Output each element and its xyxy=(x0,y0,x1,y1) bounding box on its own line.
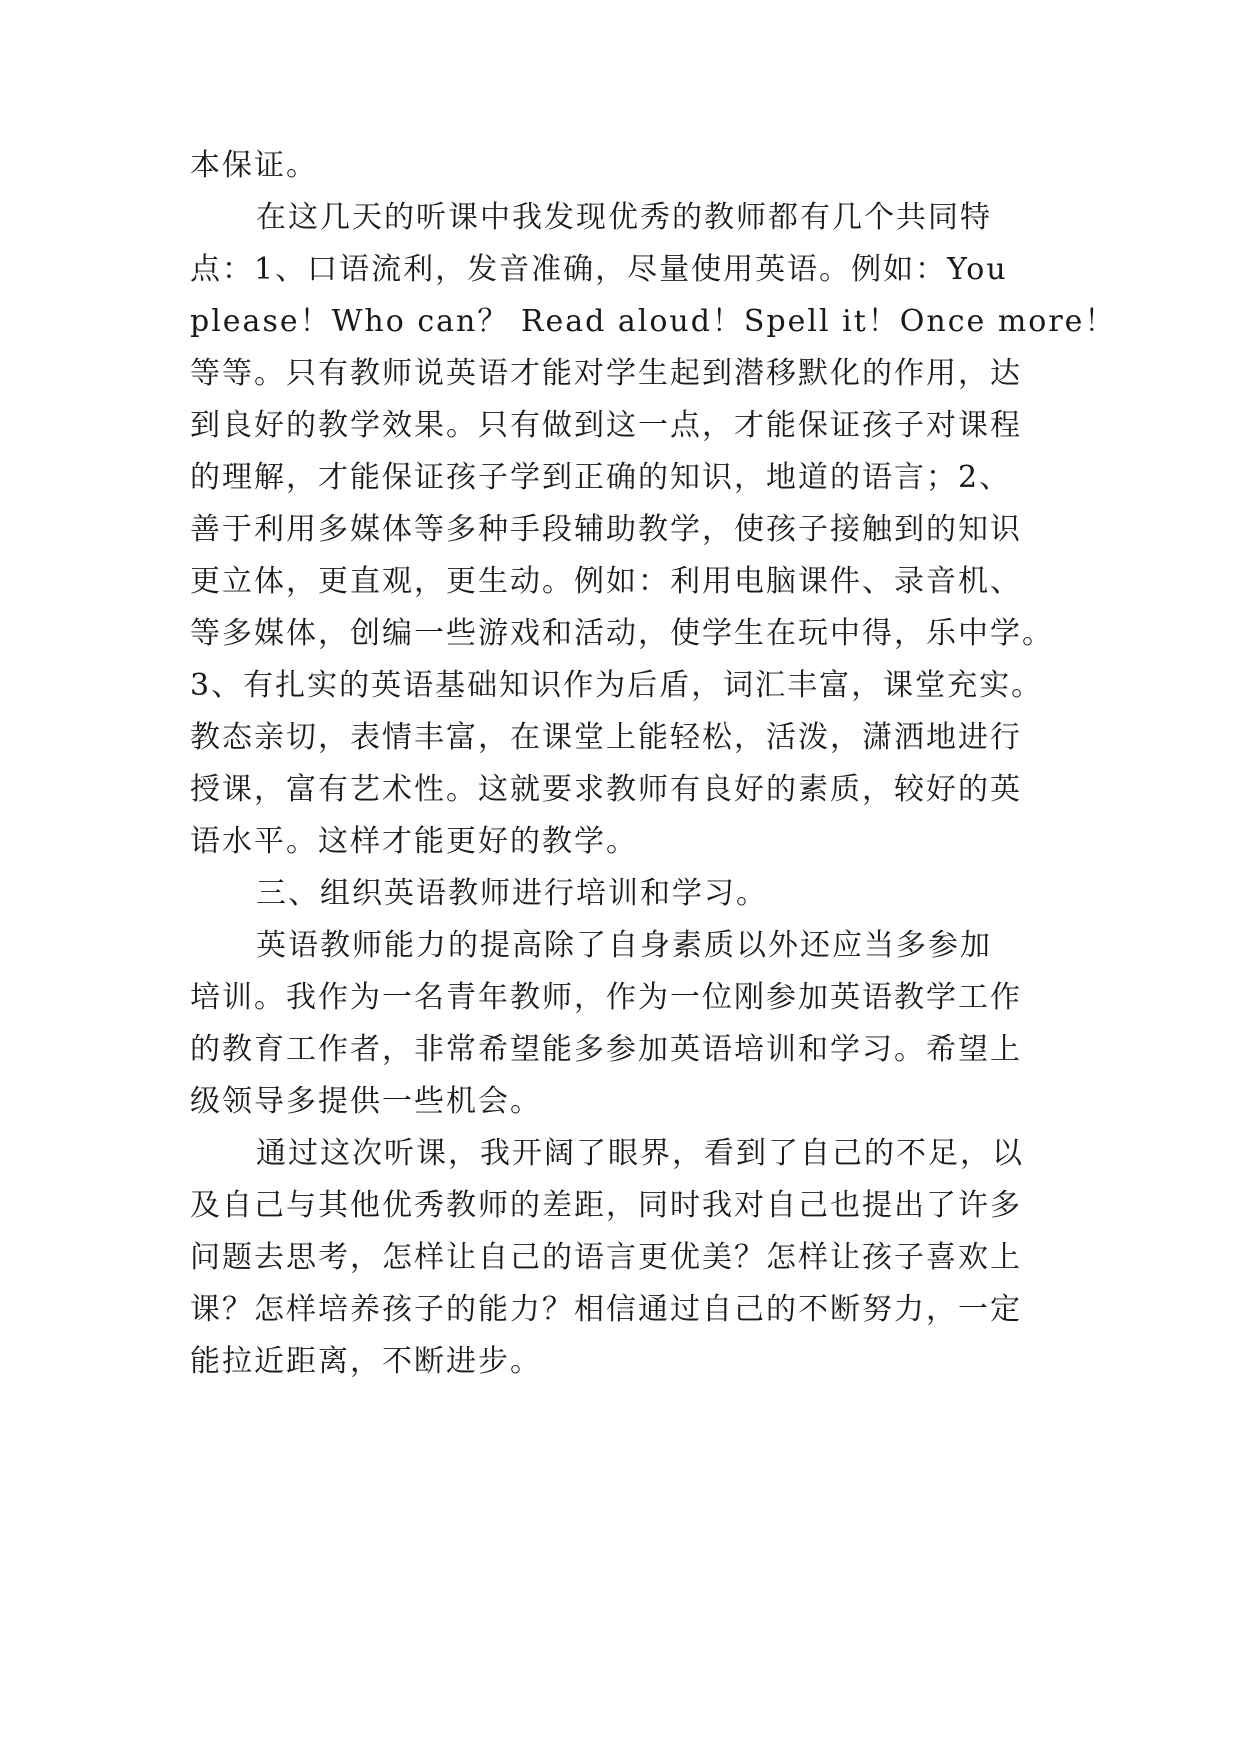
text-line: 级领导多提供一些机会。 xyxy=(190,1084,542,1119)
text-line: 更立体，更直观，更生动。例如：利用电脑课件、录音机、 xyxy=(190,564,1022,599)
text-line: 本保证。 xyxy=(190,148,318,183)
text-line: 等多媒体，创编一些游戏和活动，使学生在玩中得，乐中学。 xyxy=(190,616,1054,651)
text-line: 善于利用多媒体等多种手段辅助教学，使孩子接触到的知识 xyxy=(190,512,1022,547)
text-line: 教态亲切，表情丰富，在课堂上能轻松，活泼，潇洒地进行 xyxy=(190,720,1022,755)
paragraph-first-line: 在这几天的听课中我发现优秀的教师都有几个共同特 xyxy=(256,200,992,235)
text-line: 到良好的教学效果。只有做到这一点，才能保证孩子对课程 xyxy=(190,408,1022,443)
paragraph-first-line: 通过这次听课，我开阔了眼界，看到了自己的不足，以 xyxy=(256,1136,1024,1171)
text-line: 的教育工作者，非常希望能多参加英语培训和学习。希望上 xyxy=(190,1032,1022,1067)
text-line: 3、有扎实的英语基础知识作为后盾，词汇丰富，课堂充实。 xyxy=(190,668,1044,703)
text-line: 等等。只有教师说英语才能对学生起到潜移默化的作用，达 xyxy=(190,356,1022,391)
paragraph-first-line: 英语教师能力的提高除了自身素质以外还应当多参加 xyxy=(256,928,992,963)
text-line: 能拉近距离，不断进步。 xyxy=(190,1344,542,1379)
text-line: 授课，富有艺术性。这就要求教师有良好的素质，较好的英 xyxy=(190,772,1022,807)
text-line: 培训。我作为一名青年教师，作为一位刚参加英语教学工作 xyxy=(190,980,1022,1015)
section-heading: 三、组织英语教师进行培训和学习。 xyxy=(256,876,768,911)
text-line: 及自己与其他优秀教师的差距，同时我对自己也提出了许多 xyxy=(190,1188,1022,1223)
text-line: 课？怎样培养孩子的能力？相信通过自己的不断努力，一定 xyxy=(190,1292,1022,1327)
text-line: please！Who can？ Read aloud！Spell it！Once more！ xyxy=(190,304,1117,339)
text-line: 点：1、口语流利，发音准确，尽量使用英语。例如：You xyxy=(190,252,1008,287)
text-line: 语水平。这样才能更好的教学。 xyxy=(190,824,638,859)
text-line: 问题去思考，怎样让自己的语言更优美？怎样让孩子喜欢上 xyxy=(190,1240,1022,1275)
text-line: 的理解，才能保证孩子学到正确的知识，地道的语言；2、 xyxy=(190,460,1012,495)
